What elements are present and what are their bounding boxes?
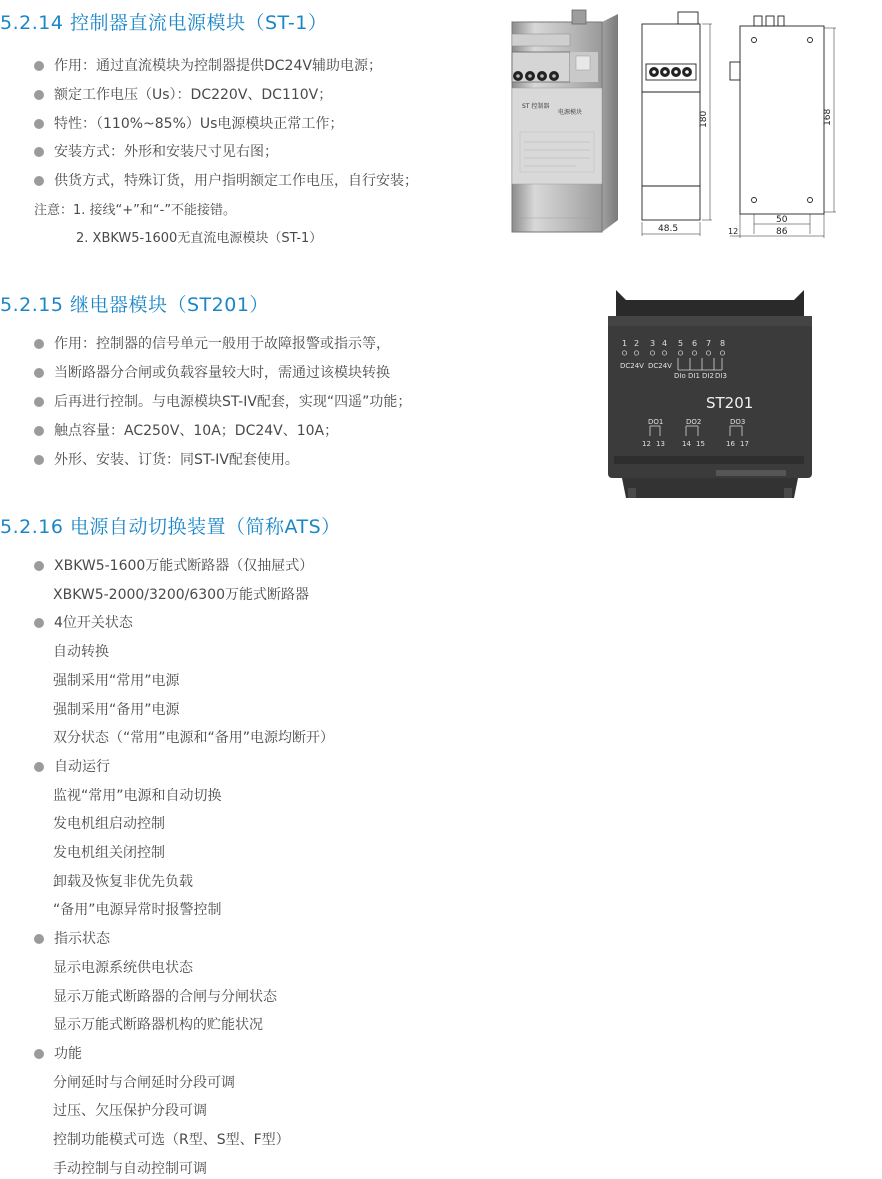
relay-terminal-number: 14 [682,440,691,448]
relay-terminal-number: 2 [634,339,640,348]
list-item-text: 双分状态（“常用”电源和“备用”电源均断开） [53,730,335,747]
list-item-text: 分闸延时与合闸延时分段可调 [53,1074,235,1091]
section-title-st1: 5.2.14 控制器直流电源模块（ST-1） [0,12,328,34]
list-item-text: XBKW5-1600万能式断路器（仅抽屉式） [54,558,314,574]
list-item-text: 发电机组启动控制 [53,816,165,833]
bullet-icon [34,339,44,349]
dim-86-label: 86 [776,227,788,237]
bullet-icon [34,561,44,571]
note-line-1: 注意：1. 接线“+”和“-”不能接错。 [34,203,237,218]
list-item-text: 自动运行 [54,758,110,775]
list-item [53,728,334,748]
list-item-text: 后再进行控制。与电源模块ST-IV配套，实现“四遥”功能； [54,394,412,410]
list-item-text: 控制功能模式可选（R型、S型、F型） [53,1132,290,1148]
st1-dimension-drawing [634,6,844,242]
bullet-icon [34,934,44,944]
bullet-icon [34,1049,44,1059]
list-item [53,1101,207,1121]
list-item [53,1159,207,1179]
bullet-icon [34,147,44,157]
list-item [53,814,165,834]
list-item [34,556,313,576]
relay-terminal-numbers-bottom [642,440,749,448]
list-item [53,958,193,978]
relay-terminal-number: 13 [656,440,665,448]
list-item [34,56,382,76]
list-item-text: 特性：（110%~85%）Us电源模块正常工作； [54,116,344,132]
list-item-text: 显示万能式断路器的合闸与分闸状态 [53,988,277,1005]
relay-terminal-number: 3 [650,339,656,348]
list-item [53,1073,235,1093]
relay-terminal-number: 1 [622,339,628,348]
relay-terminal-number: 8 [720,339,726,348]
section-title-st201: 5.2.15 继电器模块（ST201） [0,294,269,316]
list-item-text: 作用：通过直流模块为控制器提供DC24V辅助电源； [54,58,382,74]
section-title-ats: 5.2.16 电源自动切换装置（简称ATS） [0,516,341,538]
list-item-text: 显示万能式断路器机构的贮能状况 [53,1017,263,1034]
list-item-text: 强制采用“常用”电源 [53,672,180,689]
relay-di-label: DI1 [688,372,700,380]
list-item [34,363,390,383]
bullet-icon [34,455,44,465]
relay-di-label: DI2 [702,372,714,380]
relay-terminal-number: 16 [726,440,735,448]
list-item [34,757,110,777]
st1-module-photo [506,8,622,240]
list-item-text: 4位开关状态 [54,615,133,632]
list-item-text: 发电机组关闭控制 [53,845,165,861]
list-item-text: 自动转换 [53,644,109,661]
list-item [53,1130,290,1150]
list-item-text: 功能 [54,1045,82,1062]
relay-terminal-number: 17 [740,440,749,448]
dim-height-label: 180 [699,110,709,128]
list-item [34,142,278,162]
list-item [53,642,109,662]
list-item-text: 作用：控制器的信号单元一般用于故障报警或指示等， [54,336,390,352]
list-item [53,843,165,863]
relay-terminal-number: 7 [706,339,712,348]
bullet-icon [34,90,44,100]
relay-terminal-number: 15 [696,440,705,448]
list-item [53,900,222,920]
list-item-text: 手动控制与自动控制可调 [53,1160,207,1177]
bullet-icon [34,119,44,129]
list-item-text: 显示电源系统供电状态 [53,959,193,976]
list-item [53,700,180,720]
relay-terminal-number: 4 [662,339,668,348]
relay-terminal-number: 6 [692,339,698,348]
list-item-text: “备用”电源异常时报警控制 [53,902,222,919]
dim-12-label: 12 [728,227,739,236]
bullet-icon [34,762,44,772]
dim-width-label: 48.5 [658,224,679,234]
photo-label-1: ST 控制器 [522,103,550,110]
relay-dc-label: DC24V [648,362,672,370]
list-item-text: 供货方式，特殊订货，用户指明额定工作电压，自行安装； [54,173,418,189]
relay-dc-label: DC24V [620,362,644,370]
list-item-text: 当断路器分合闸或负载容量较大时，需通过该模块转换 [54,365,390,381]
photo-label-2: 电源模块 [558,109,583,116]
bullet-icon [34,618,44,628]
list-item-text: 额定工作电压（Us）：DC220V、DC110V； [54,87,333,103]
list-item [34,334,390,354]
list-item [53,786,222,806]
relay-do-label: DO3 [730,418,746,426]
list-item [34,114,343,134]
relay-terminal-number: 5 [678,339,684,348]
list-item [53,987,277,1007]
list-item [53,872,193,892]
list-item-text: 外形、安装、订货：同ST-IV配套使用。 [54,452,299,468]
list-item-text: 监视“常用”电源和自动切换 [53,787,222,804]
list-item [53,585,309,605]
list-item-text: 卸载及恢复非优先负载 [53,873,193,890]
relay-do-label: DO2 [686,418,702,426]
list-item-text: XBKW5-2000/3200/6300万能式断路器 [53,586,309,603]
list-item [34,392,411,412]
bullet-icon [34,176,44,186]
list-item [34,171,418,191]
list-item-text: 安装方式：外形和安装尺寸见右图； [54,144,278,160]
list-item [34,929,110,949]
relay-do-label: DO1 [648,418,664,426]
relay-model-label: ST201 [706,394,754,412]
list-item [53,1015,263,1035]
bullet-icon [34,426,44,436]
list-item [34,450,299,470]
list-item-text: 触点容量：AC250V、10A；DC24V、10A； [54,423,339,439]
list-item [34,85,332,105]
bullet-icon [34,61,44,71]
relay-di-label: DI3 [715,372,727,380]
dim-height2-label: 168 [823,108,833,126]
bullet-icon [34,368,44,378]
st201-relay-photo [598,286,822,508]
note-line-2: 2. XBKW5-1600无直流电源模块（ST-1） [76,231,323,246]
list-item [34,421,338,441]
list-item-text: 过压、欠压保护分段可调 [53,1103,207,1120]
relay-di-label: DIo [674,372,686,380]
list-item [34,1044,82,1064]
list-item-text: 强制采用“备用”电源 [53,701,180,718]
relay-terminal-number: 12 [642,440,651,448]
list-item [53,671,180,691]
list-item-text: 指示状态 [54,931,110,948]
list-item [34,613,133,633]
bullet-icon [34,397,44,407]
dim-50-label: 50 [776,215,788,225]
